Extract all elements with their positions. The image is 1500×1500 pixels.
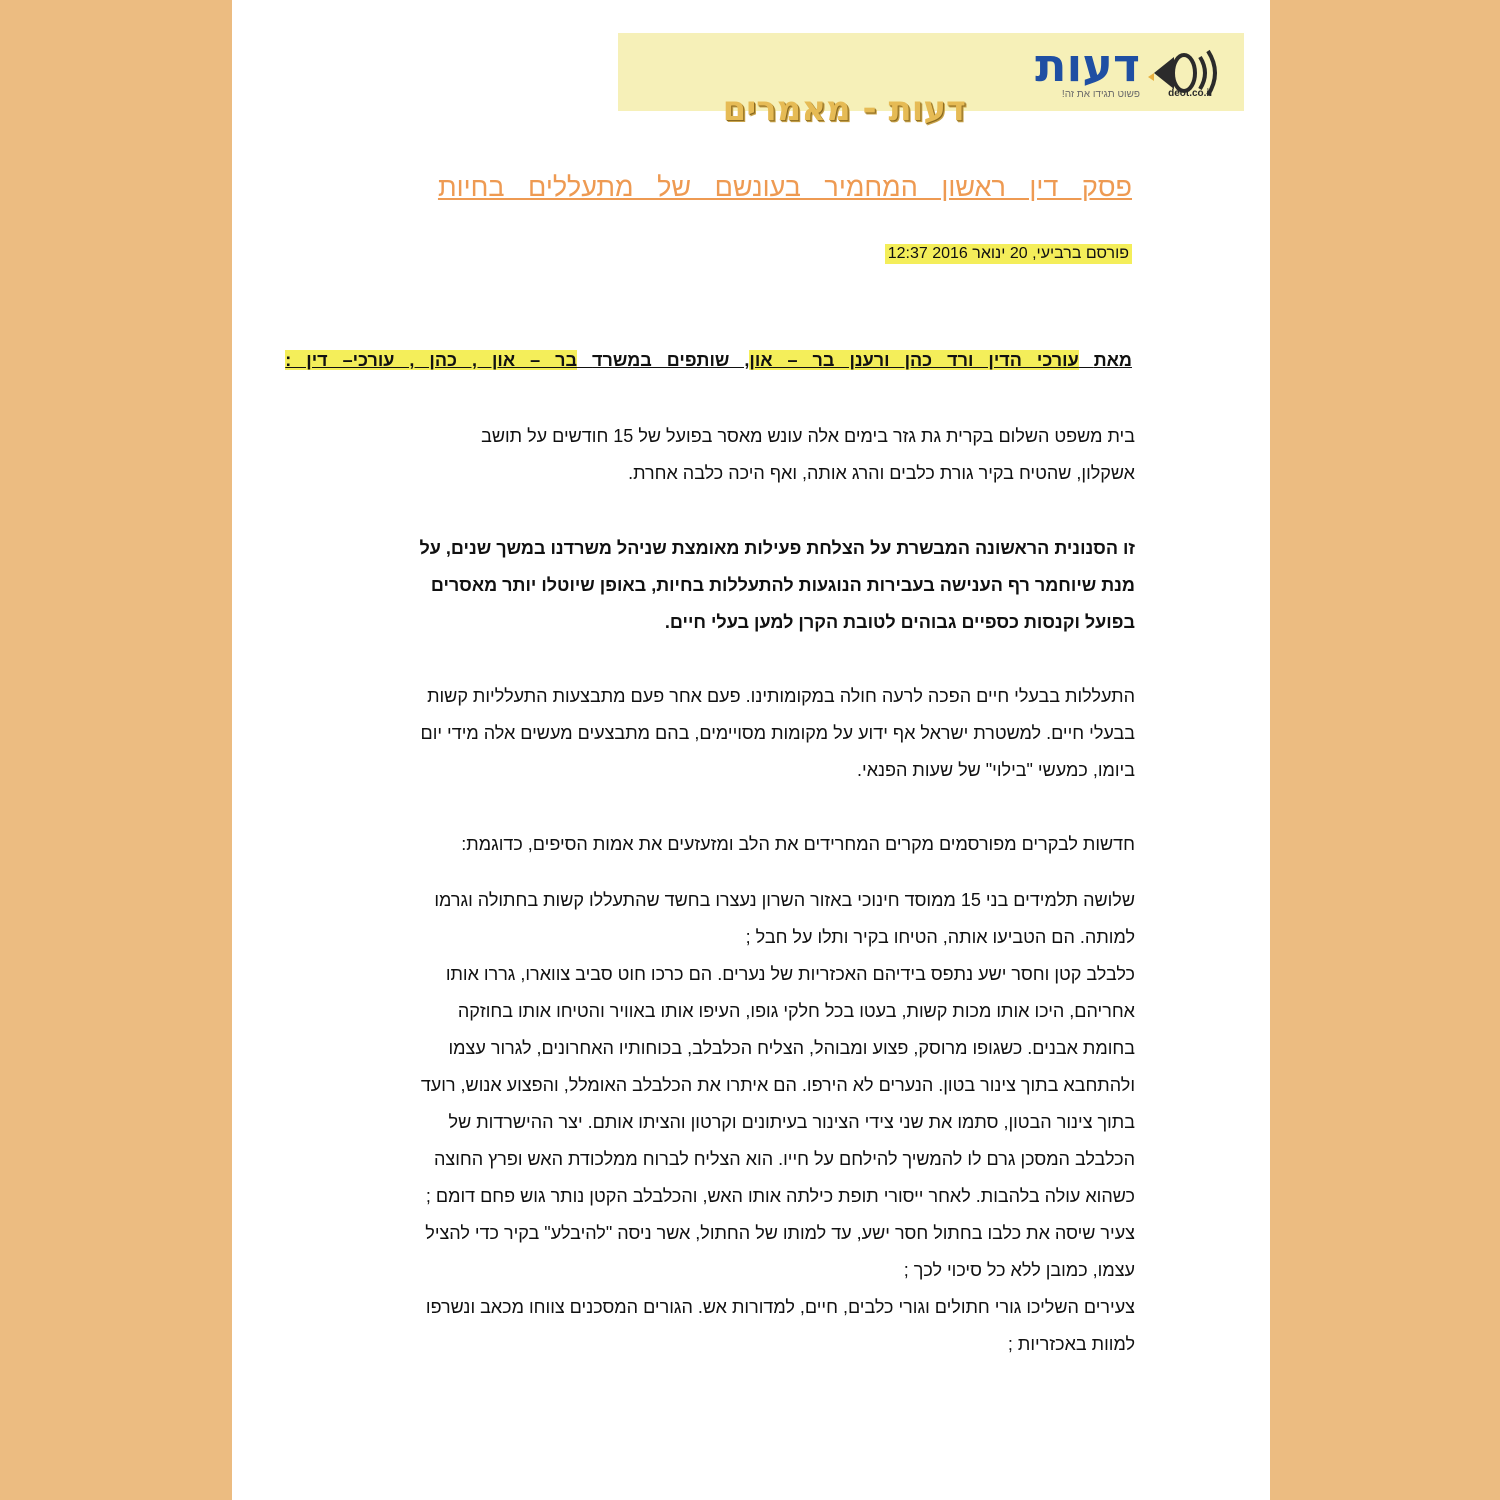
article-paragraph-2 bbox=[335, 530, 1135, 641]
brand-name: דעות bbox=[1035, 38, 1140, 92]
paragraph-line: מנת שיוחמר רף הענישה בעבירות הנוגעות להתעללות בחיות, באופן שיוטלו יותר מאסרים bbox=[430, 575, 1135, 595]
author-names: עורכי הדין ורד כהן ורענן בר – און bbox=[749, 350, 1079, 370]
paragraph-line: ביומו, כמעשי "בילוי" של שעות הפנאי. bbox=[857, 760, 1135, 780]
article-paragraph-4 bbox=[335, 826, 1135, 863]
paragraph-line: חדשות לבקרים מפורסמים מקרים המחרידים את הלב ומזעזעים את אמות הסיפים, כדוגמת: bbox=[461, 834, 1135, 854]
law-firm-name: בר – און , כהן , עורכי– דין : bbox=[285, 350, 578, 370]
byline-middle: , שותפים במשרד bbox=[592, 350, 750, 370]
brand-domain: deot.co.il bbox=[1168, 88, 1212, 99]
brand-tagline: פשוט תגידו את זה! bbox=[1061, 89, 1140, 100]
paragraph-line: בתוך צינור הבטון, סתמו את שני צידי הצינור בעיתונים וקרטון והציתו אותם. יצר ההישרדות של bbox=[448, 1112, 1135, 1132]
paragraph-line: ולהתחבא בתוך צינור בטון. הנערים לא הירפו. הם איתרו את הכלבלב האומלל, והפצוע אנוש, רועד bbox=[420, 1075, 1135, 1095]
section-title: דעות - מאמרים bbox=[722, 89, 966, 129]
publish-date: פורסם ברביעי, 20 ינואר 2016 12:37 bbox=[885, 244, 1132, 264]
paragraph-line: הכלבלב המסכן גרם לו להמשיך להילחם על חייו. הוא הצליח לברוח ממלכודת האש ופרץ החוצה bbox=[434, 1149, 1135, 1169]
paragraph-line: בחומת אבנים. כשגופו מרוסק, פצוע ומבוהל, הצליח הכלבלב, בכוחותיו האחרונים, לגרור עצמו bbox=[448, 1038, 1135, 1058]
paragraph-line: בבעלי חיים. למשטרת ישראל אף ידוע על מקומות מסויימים, בהם מתבצעים מעשים אלה מידי יום bbox=[420, 723, 1135, 743]
paragraph-line: צעירים השליכו גורי חתולים וגורי כלבים, חיים, למדורות אש. הגורים המסכנים צווחו מכאב ונשרפו bbox=[425, 1297, 1135, 1317]
article-paragraph-5 bbox=[335, 882, 1135, 1363]
paragraph-line: בפועל וקנסות כספיים גבוהים לטובת הקרן למען בעלי חיים. bbox=[664, 612, 1135, 632]
paragraph-line: זו הסנונית הראשונה המבשרת על הצלחת פעילות מאומצת שניהל משרדנו במשך שנים, על bbox=[419, 538, 1135, 558]
article-headline: פסק דין ראשון המחמיר בעונשם של מתעללים בחיות bbox=[437, 172, 1132, 202]
paragraph-line: בית משפט השלום בקרית גת גזר בימים אלה עונש מאסר בפועל של 15 חודשים על תושב bbox=[481, 426, 1135, 446]
author-byline bbox=[285, 350, 1132, 371]
paragraph-line: אחריהם, היכו אותו מכות קשות, בעטו בכל חלקי גופו, העיפו אותו באוויר והטיחו אותו בחוזקה bbox=[457, 1001, 1135, 1021]
byline-prefix: מאת bbox=[1093, 350, 1132, 370]
article-paragraph-1 bbox=[335, 418, 1135, 492]
site-banner bbox=[618, 33, 1244, 129]
paragraph-line: צעיר שיסה את כלבו בחתול חסר ישע, עד למותו של החתול, אשר ניסה "להיבלע" בקיר כדי להציל bbox=[425, 1223, 1135, 1243]
article-paragraph-3 bbox=[335, 678, 1135, 789]
paragraph-line: כלבלב קטן וחסר ישע נתפס בידיהם האכזריות של נערים. הם כרכו חוט סביב צווארו, גררו אותו bbox=[445, 964, 1135, 984]
paragraph-line: שלושה תלמידים בני 15 ממוסד חינוכי באזור השרון נעצרו בחשד שהתעללו קשות בחתולה וגרמו bbox=[434, 890, 1135, 910]
paragraph-line: עצמו, כמובן ללא כל סיכוי לכך ; bbox=[903, 1260, 1135, 1280]
paragraph-line: התעללות בבעלי חיים הפכה לרעה חולה במקומותינו. פעם אחר פעם מתבצעות התעלליות קשות bbox=[427, 686, 1135, 706]
paragraph-line: אשקלון, שהטיח בקיר גורת כלבים והרג אותה, ואף היכה כלבה אחרת. bbox=[628, 463, 1135, 483]
paragraph-line: כשהוא עולה בלהבות. לאחר ייסורי תופת כילתה אותו האש, והכלבלב הקטן נותר גוש פחם דומם ; bbox=[425, 1186, 1135, 1206]
paragraph-line: למוות באכזריות ; bbox=[1007, 1334, 1135, 1354]
paragraph-line: למותה. הם הטביעו אותה, הטיחו בקיר ותלו על חבל ; bbox=[745, 927, 1135, 947]
